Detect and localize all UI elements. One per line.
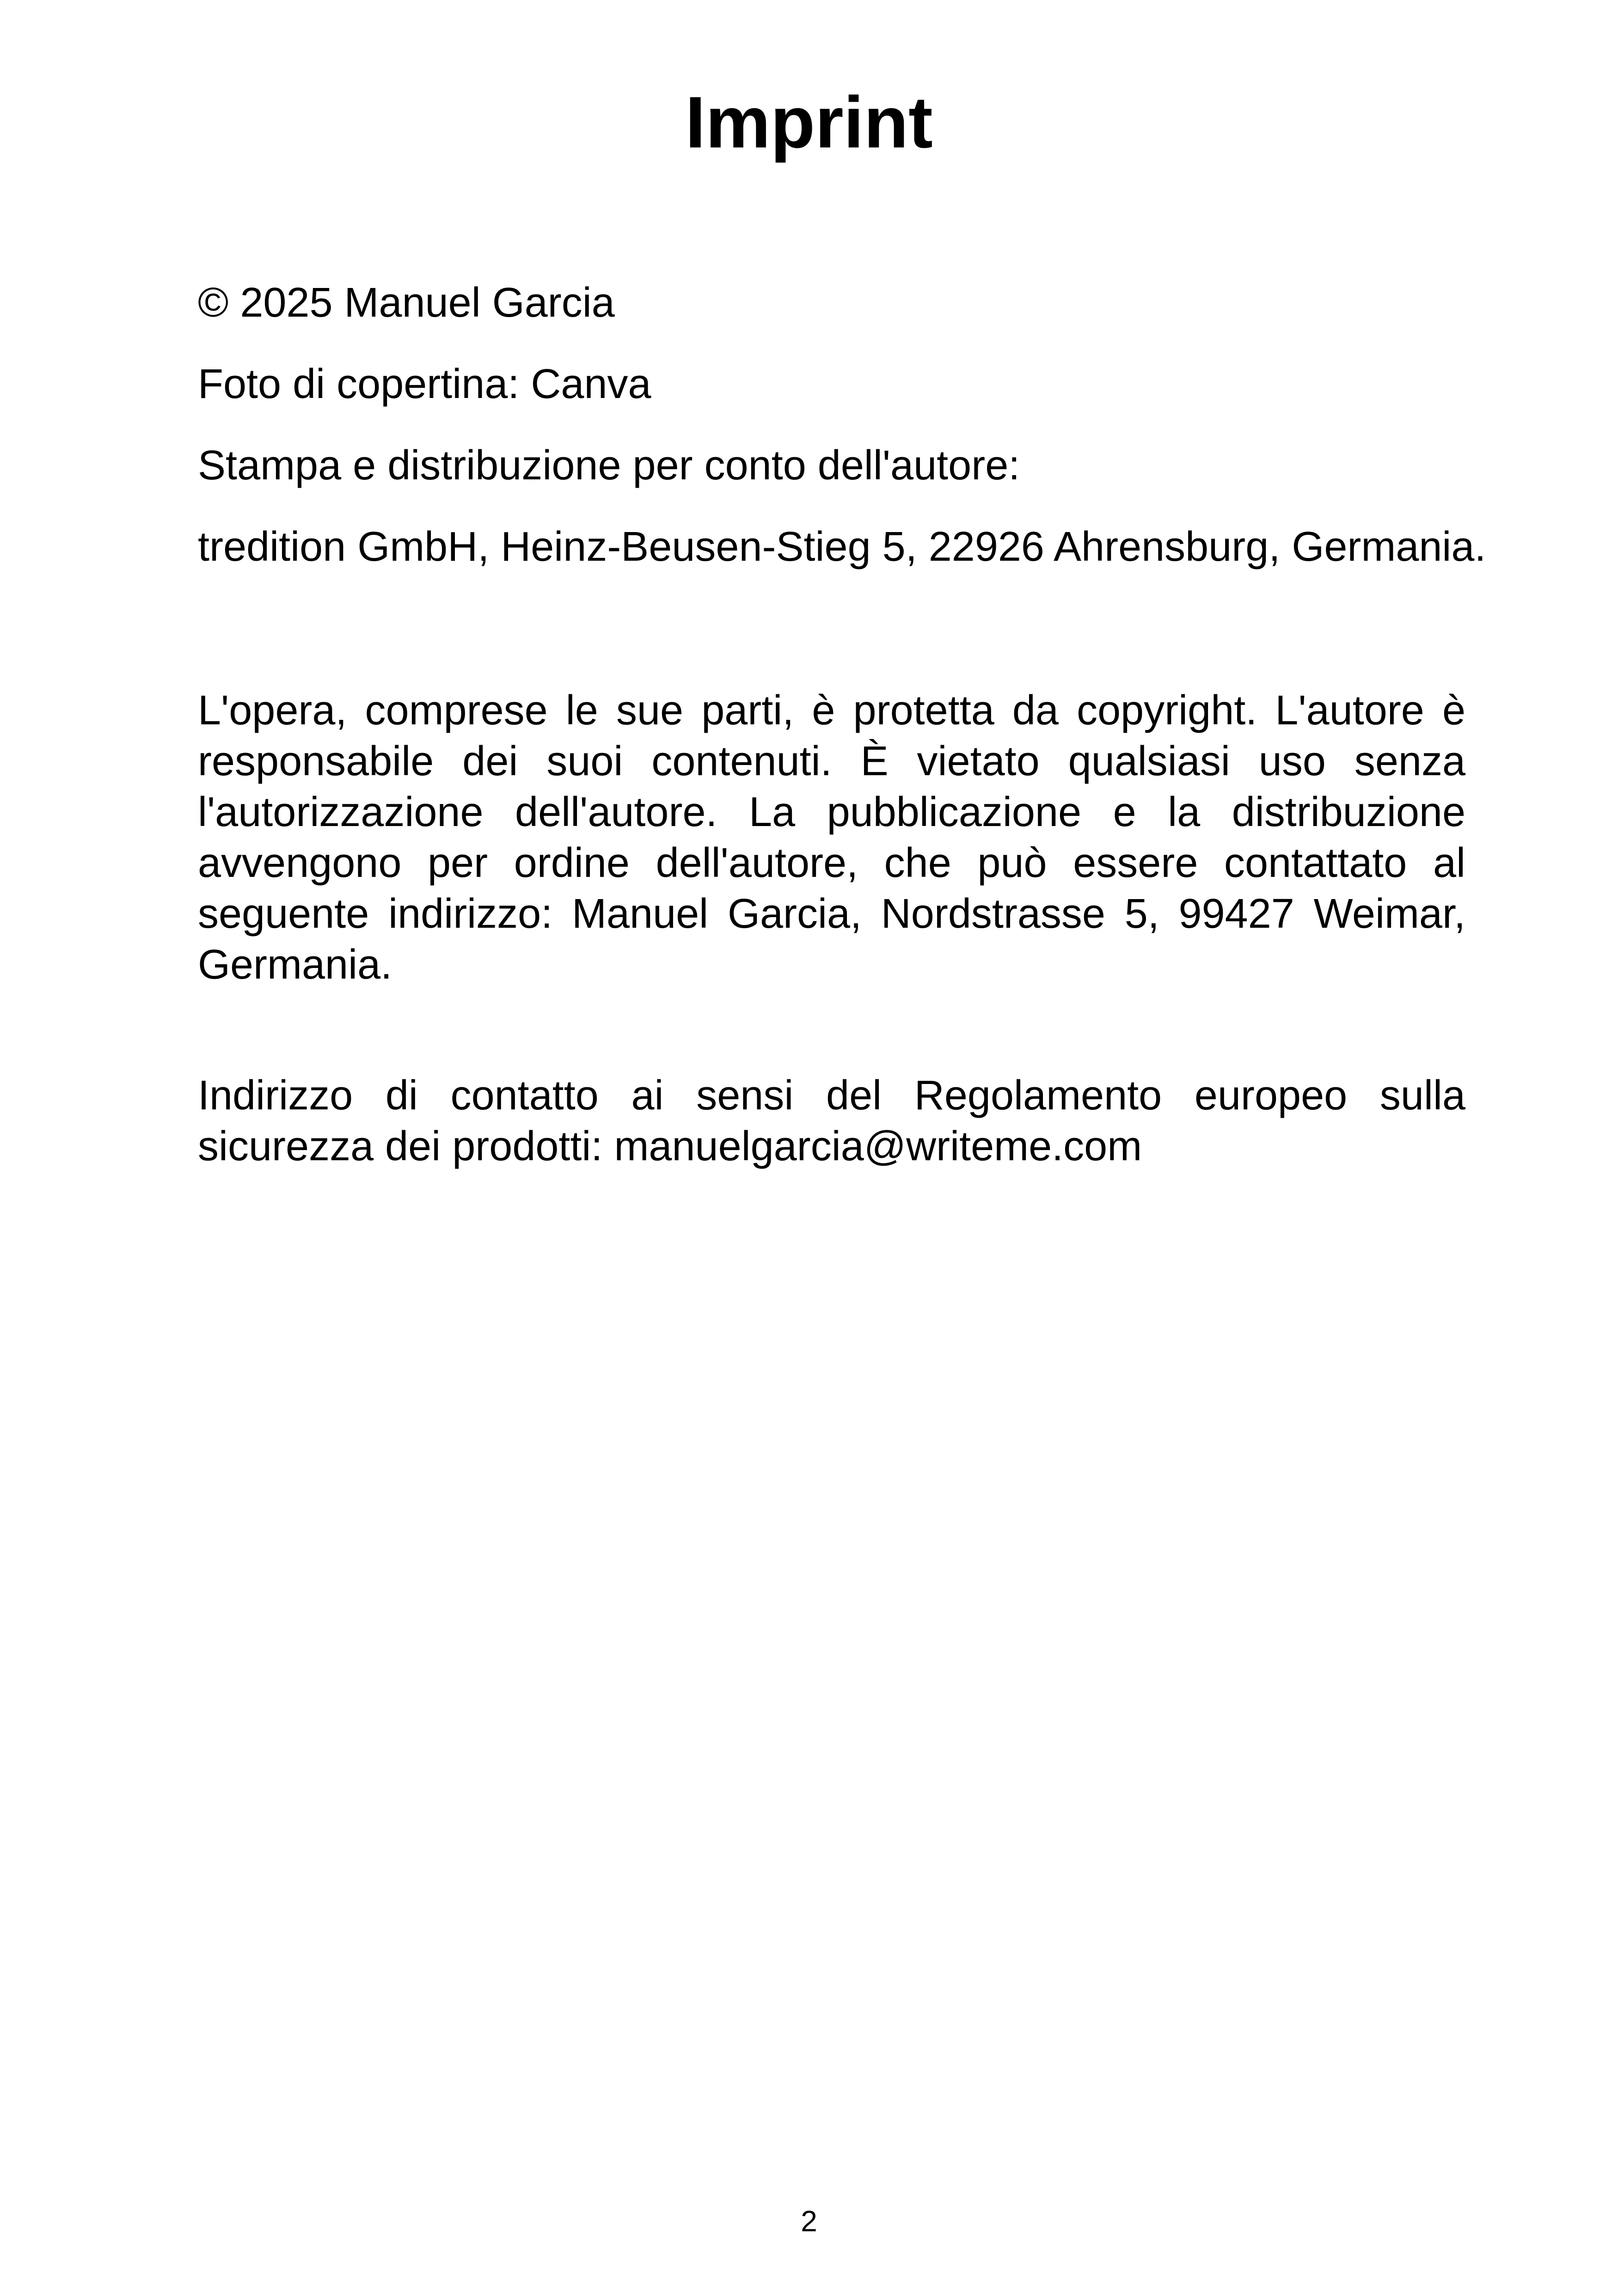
page-title: Imprint [685,82,933,163]
publisher-address: tredition GmbH, Heinz-Beusen-Stieg 5, 22926 Ahrensburg, Germania. [198,524,1486,570]
copyright-line: © 2025 Manuel Garcia [198,280,615,326]
copyright-notice: L'opera, comprese le sue parti, è protetta da copyright. L'autore è responsabile dei suoi contenuti. È vietato qualsiasi uso senza l'autorizzazione dell'autore. La pubblicazione e la distribuzione avvengono per ordine dell'autore, che può essere contattato al seguente indirizzo: Manuel Garcia, Nordstrasse 5, 99427 Weimar, Germania. [198,687,1465,988]
cover-photo-credit: Foto di copertina: Canva [198,361,651,407]
page-number: 2 [801,2204,817,2238]
print-distribution-label: Stampa e distribuzione per conto dell'autore: [198,442,1020,489]
product-safety-contact: Indirizzo di contatto ai sensi del Regolamento europeo sulla sicurezza dei prodotti: manuelgarcia@writeme.com [198,1072,1465,1169]
